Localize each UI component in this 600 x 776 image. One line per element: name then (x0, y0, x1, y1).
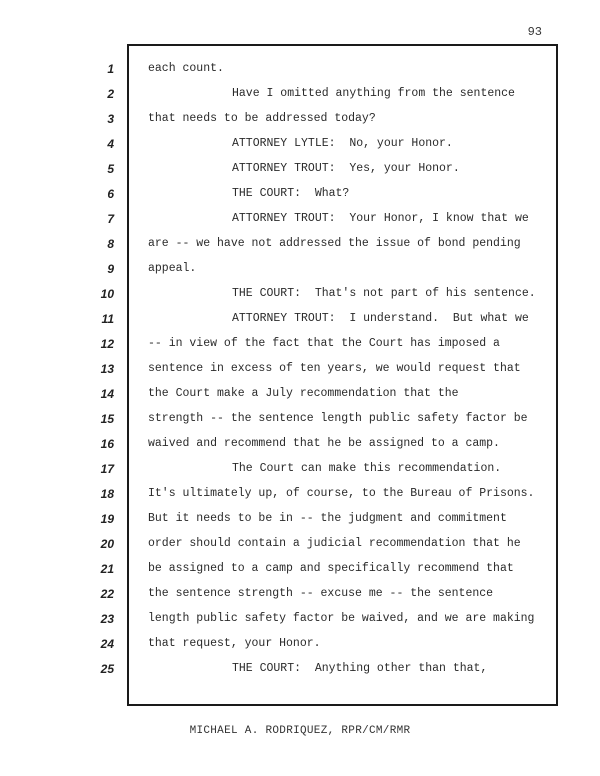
transcript-line (0, 508, 600, 533)
transcript-lines (0, 58, 600, 683)
transcript-line (0, 533, 600, 558)
transcript-line (0, 658, 600, 683)
line-text: THE COURT: Anything other than that, (232, 662, 488, 675)
line-text: sentence in excess of ten years, we would request that (148, 362, 521, 375)
transcript-line (0, 183, 600, 208)
line-number: 8 (107, 237, 114, 251)
line-number: 16 (100, 437, 114, 451)
line-number: 17 (100, 462, 114, 476)
line-number: 15 (100, 412, 114, 426)
transcript-line (0, 558, 600, 583)
line-number: 21 (100, 562, 114, 576)
line-text: ATTORNEY TROUT: Yes, your Honor. (232, 162, 460, 175)
line-text: that request, your Honor. (148, 637, 321, 650)
line-text: The Court can make this recommendation. (232, 462, 502, 475)
page-number: 93 (527, 25, 542, 39)
line-text: appeal. (148, 262, 197, 275)
line-text: THE COURT: That's not part of his sentence. (232, 287, 536, 300)
transcript-line (0, 258, 600, 283)
line-number: 4 (107, 137, 114, 151)
transcript-line (0, 133, 600, 158)
line-text: order should contain a judicial recommendation that he (148, 537, 521, 550)
line-text: ATTORNEY LYTLE: No, your Honor. (232, 137, 453, 150)
line-text: be assigned to a camp and specifically recommend that (148, 562, 514, 575)
line-number: 20 (100, 537, 114, 551)
line-number: 22 (100, 587, 114, 601)
line-text: ATTORNEY TROUT: Your Honor, I know that we (232, 212, 529, 225)
line-number: 25 (100, 662, 114, 676)
line-number: 23 (100, 612, 114, 626)
line-text: are -- we have not addressed the issue of bond pending (148, 237, 521, 250)
transcript-line (0, 408, 600, 433)
line-text: It's ultimately up, of course, to the Bureau of Prisons. (148, 487, 535, 500)
line-text: length public safety factor be waived, and we are making (148, 612, 535, 625)
line-text: waived and recommend that he be assigned to a camp. (148, 437, 500, 450)
transcript-line (0, 108, 600, 133)
line-number: 5 (107, 162, 114, 176)
line-number: 11 (101, 312, 114, 326)
line-number: 13 (100, 362, 114, 376)
transcript-line (0, 358, 600, 383)
line-text: the Court make a July recommendation that the (148, 387, 459, 400)
line-text: But it needs to be in -- the judgment and commitment (148, 512, 507, 525)
line-number: 24 (100, 637, 114, 651)
transcript-line (0, 83, 600, 108)
transcript-line (0, 608, 600, 633)
line-number: 10 (100, 287, 114, 301)
transcript-line (0, 158, 600, 183)
line-text: ATTORNEY TROUT: I understand. But what we (232, 312, 529, 325)
line-number: 14 (100, 387, 114, 401)
transcript-line (0, 208, 600, 233)
court-reporter-footer: MICHAEL A. RODRIQUEZ, RPR/CM/RMR (189, 725, 411, 737)
line-number: 7 (107, 212, 114, 226)
line-number: 2 (107, 87, 114, 101)
transcript-line (0, 58, 600, 83)
transcript-line (0, 333, 600, 358)
line-number: 12 (100, 337, 114, 351)
line-number: 19 (100, 512, 114, 526)
line-number: 3 (107, 112, 114, 126)
line-number: 1 (107, 62, 114, 76)
transcript-line (0, 483, 600, 508)
transcript-line (0, 433, 600, 458)
line-text: each count. (148, 62, 224, 75)
line-text: strength -- the sentence length public safety factor be (148, 412, 528, 425)
transcript-line (0, 458, 600, 483)
line-number: 6 (107, 187, 114, 201)
transcript-line (0, 233, 600, 258)
line-text: the sentence strength -- excuse me -- the sentence (148, 587, 494, 600)
transcript-line (0, 583, 600, 608)
line-text: Have I omitted anything from the sentence (232, 87, 515, 100)
transcript-line (0, 633, 600, 658)
line-text: -- in view of the fact that the Court has imposed a (148, 337, 500, 350)
transcript-line (0, 308, 600, 333)
line-text: THE COURT: What? (232, 187, 350, 200)
line-number: 18 (100, 487, 114, 501)
transcript-line (0, 383, 600, 408)
line-text: that needs to be addressed today? (148, 112, 376, 125)
line-number: 9 (107, 262, 114, 276)
transcript-line (0, 283, 600, 308)
